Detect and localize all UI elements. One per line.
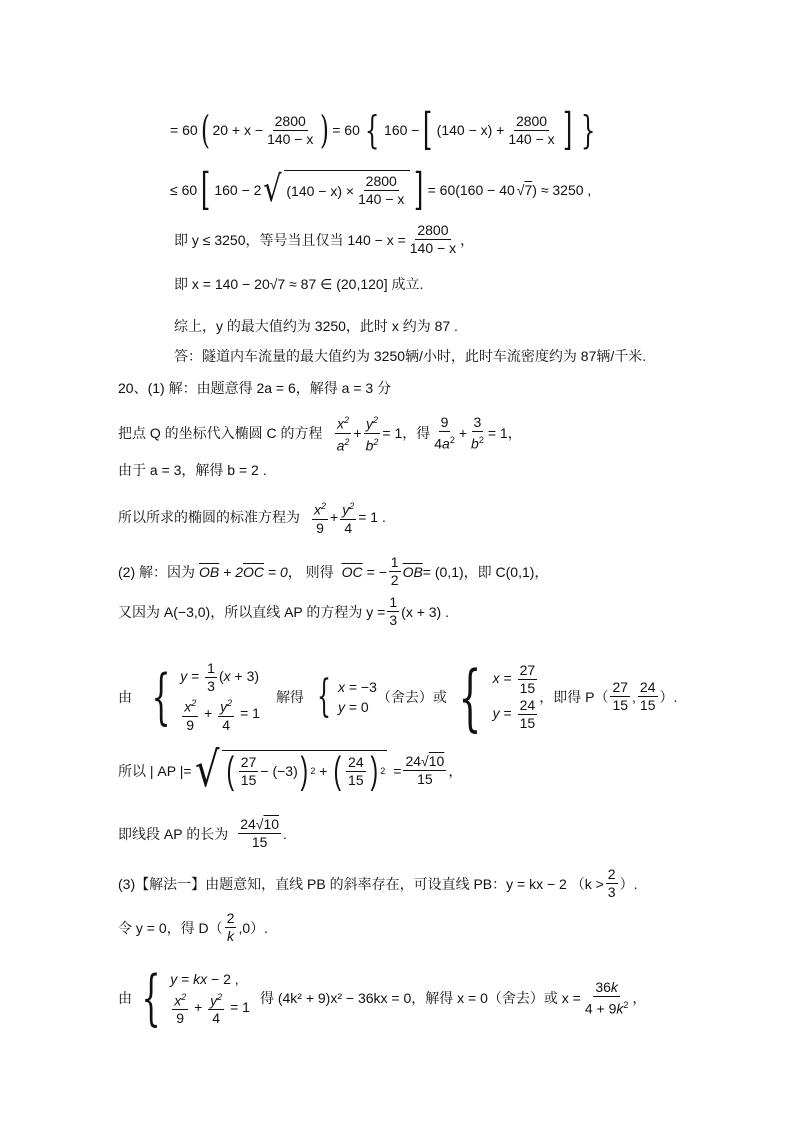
text: = (0,1)，即 C(0,1)，	[422, 563, 549, 580]
text: 由	[118, 990, 132, 1006]
radical-sign: √	[263, 169, 283, 210]
text: (2) 解：因为	[118, 563, 195, 580]
text: = 60	[332, 122, 360, 138]
bracket: [	[201, 164, 211, 215]
num: 2800	[417, 222, 449, 238]
sqrt	[261, 170, 410, 210]
eq-line-8: 把点 Q 的坐标代入椭圆 C 的方程 $\frac{x^2}{a^2}$ + $\frac{y^2}{b^2}$ = 1，得 $\frac{9}{4a^2}$ + $\frac{3}{b^2}$ = 1，	[118, 413, 522, 454]
text: = 1，得	[382, 425, 431, 442]
text: ) ≈ 3250 ,	[532, 182, 592, 198]
fraction	[506, 113, 556, 148]
paren: (	[200, 108, 210, 152]
eq-line-1	[170, 104, 600, 155]
text: 所以所求的椭圆的标准方程为	[118, 509, 300, 526]
fraction: $\frac{y^2}{b^2}$	[364, 412, 381, 454]
fraction: $\frac{x^2}{9}$	[312, 498, 328, 537]
text: ，	[460, 231, 475, 248]
text: 把点 Q 的坐标代入椭圆 C 的方程	[118, 425, 323, 442]
text: 160 − 2	[214, 182, 262, 198]
text: .	[283, 825, 287, 842]
fraction	[408, 222, 458, 257]
eq-line-7: 20、(1) 解：由题意得 2a = 6，解得 a = 3 分	[118, 380, 392, 396]
text: 解得	[275, 688, 304, 705]
text: 令 y = 0，得 D（	[118, 919, 223, 936]
fraction	[265, 113, 315, 148]
text: = 1 .	[358, 509, 386, 526]
fraction	[356, 173, 406, 208]
fraction: $\frac{24}{15}$	[639, 679, 656, 714]
text: 20 + x −	[212, 122, 264, 138]
eq-line-9: 由于 a = 3，解得 b = 2 .	[118, 462, 267, 478]
eq-line-13: 由 { y = $\frac{1}{3}$ (x + 3) $\frac{x^2}{9}$ + $\frac{y^2}{4}$ = 1 解得 { x = −3 y = 0 （舍去）或 { x = $\frac{27}{15}$ y = $\frac{24}{15}$ ，即得 P（ $\frac{27}{15}$ , $\frac{24}{15}$ ）.	[118, 654, 678, 739]
paren: )	[320, 108, 330, 152]
fraction: $\frac{36k}{4 + 9k^2}$	[584, 978, 629, 1017]
text: 所以 | AP |=	[118, 762, 192, 779]
bracket: ]	[562, 104, 572, 155]
text: = 1，	[487, 425, 522, 442]
eq-line-4: 即 x = 140 − 20√7 ≈ 87 ∈ (20,120] 成立.	[174, 276, 424, 292]
text: = 60	[170, 122, 198, 138]
text: = 60(160 − 40	[427, 182, 515, 198]
brace: {	[151, 661, 171, 732]
text: 得 (4k² + 9)x² − 36kx = 0，解得 x = 0（舍去）或 x =	[259, 990, 581, 1006]
text: (140 − x) ×	[286, 182, 355, 199]
brace: {	[316, 670, 331, 722]
text: ，	[632, 990, 647, 1006]
text: 7	[524, 182, 533, 198]
brace: {	[458, 654, 482, 739]
text: (x + 3) .	[401, 603, 450, 620]
text: 即线段 AP 的长为	[118, 825, 229, 842]
system: { x = $\frac{27}{15}$ y = $\frac{24}{15}$	[458, 654, 536, 739]
fraction: $\frac{2}{3}$	[607, 866, 616, 900]
eq-line-15	[118, 816, 287, 851]
eq-line-5: 综上，y 的最大值约为 3250，此时 x 约为 87 .	[174, 318, 458, 334]
eq-line-2: ≤ 60 [ 160 − 2 √ (140 − x) × $\frac{2800}{140 - x}$ ] = 60(160 − 40 √7 ) ≈ 3250 ,	[170, 164, 592, 215]
brace: {	[141, 963, 161, 1033]
text: ）.	[619, 875, 638, 892]
text: (140 − x) +	[436, 122, 505, 138]
text: =	[393, 762, 402, 779]
system: { y = $\frac{1}{3}$ (x + 3) $\frac{x^2}{9}$ + $\frac{y^2}{4}$ = 1	[151, 660, 260, 733]
text: ，	[448, 762, 463, 779]
eq-line-16	[118, 866, 637, 901]
num: 2800	[515, 112, 548, 129]
brace: }	[580, 108, 596, 152]
fraction: $\frac{1}{3}$	[389, 594, 398, 628]
fraction: $\frac{24√10}{15}$	[405, 753, 445, 787]
text: ，即得 P（	[539, 688, 609, 705]
radical-sign: √	[194, 742, 220, 798]
fraction: $\frac{2}{k}$	[226, 910, 235, 944]
text: (3)【解法一】由题意知，直线 PB 的斜率存在，可设直线 PB：y = kx − 2 （k >	[118, 875, 604, 892]
num: 2800	[365, 173, 397, 189]
fraction: $\frac{9}{4a^2}$	[434, 413, 455, 452]
system: { x = −3 y = 0	[310, 667, 377, 727]
text: 即 y ≤ 3250，等号当且仅当 140 − x =	[174, 231, 406, 248]
brace: {	[364, 108, 380, 152]
text: ≤ 60	[170, 182, 198, 198]
num: 2800	[274, 112, 306, 129]
fraction: $\frac{27}{15}$	[612, 679, 629, 714]
fraction: $\frac{x^2}{a^2}$	[335, 412, 352, 454]
eq-line-6: 答：隧道内车流量的最大值约为 3250辆/小时，此时车流密度约为 87辆/千米.	[174, 348, 647, 364]
fraction: $\frac{y^2}{4}$	[340, 498, 356, 537]
den: 140 − x	[409, 240, 457, 256]
text: 160 −	[384, 122, 420, 138]
system: { y = kx − 2 , $\frac{x^2}{9}$ + $\frac{y^2}{4}$ = 1	[141, 963, 250, 1033]
eq-line-12	[118, 594, 449, 629]
eq-line-11: (2) 解：因为 $\overline{OB} + 2\overline{OC} = 0$ ， 则得 $\overline{OC}$ = − $\frac{1}{2}$ $\overline{OB}$ = (0,1)，即 C(0,1)，	[118, 554, 549, 588]
text: （舍去）或	[376, 688, 447, 705]
eq-line-3	[174, 222, 474, 257]
text: ， 则得	[287, 563, 334, 580]
eq-line-17	[118, 910, 268, 945]
den: 140 − x	[508, 130, 555, 147]
text: ）.	[659, 688, 678, 705]
den: 140 − x	[267, 130, 314, 147]
text: 由	[118, 688, 132, 705]
fraction: $\frac{24√10}{15}$	[240, 816, 280, 850]
text: 又因为 A(−3,0)，所以直线 AP 的方程为 y =	[118, 603, 386, 620]
eq-line-10: 所以所求的椭圆的标准方程为 $\frac{x^2}{9}$ + $\frac{y^2}{4}$ = 1 .	[118, 498, 386, 537]
eq-line-14	[118, 742, 463, 798]
sqrt: √ ( $\frac{27}{15}$ − (−3) ) 2 + ( $\frac{24}{15}$ ) 2	[194, 742, 386, 798]
den: 140 − x	[358, 191, 405, 207]
bracket: [	[423, 104, 433, 155]
eq-line-18	[118, 963, 647, 1033]
fraction: $\frac{3}{b^2}$	[471, 413, 484, 452]
fraction: $\frac{1}{2}$	[390, 554, 399, 588]
text: ,0）.	[238, 919, 269, 936]
bracket: ]	[414, 164, 424, 215]
